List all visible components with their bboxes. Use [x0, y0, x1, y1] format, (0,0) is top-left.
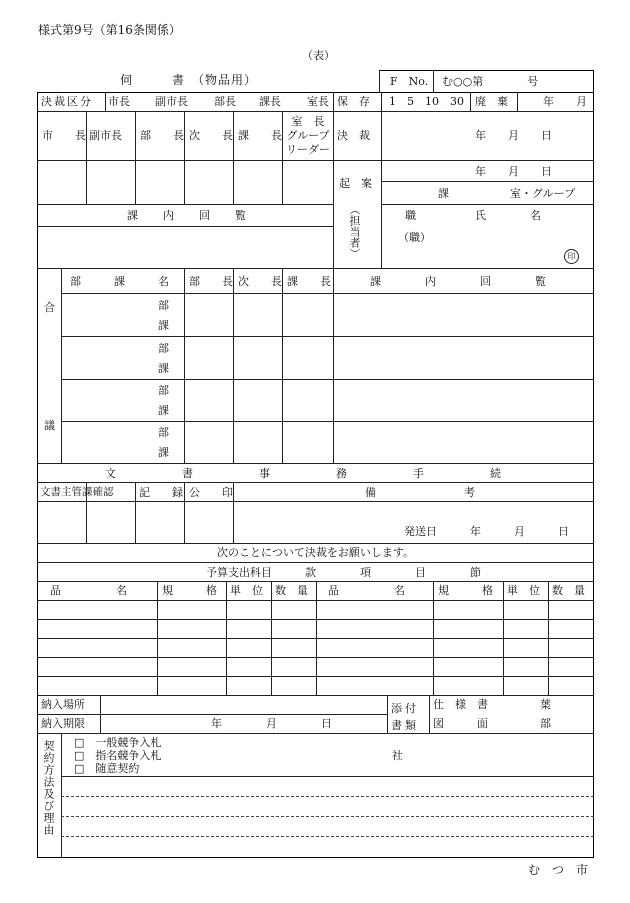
fno-label: F No.	[390, 75, 429, 88]
gougi-row3-ka: 課	[158, 404, 169, 417]
gougi-row2-ka: 課	[158, 362, 169, 375]
form-number: 様式第9号（第16条関係）	[38, 23, 181, 37]
tenpu-mai2: 部	[540, 717, 551, 730]
items-header-hinmei-right: 品 名	[328, 584, 405, 597]
bunsho-header-kakunin: 文書主管課確認	[40, 486, 114, 498]
hassou-date[interactable]: 発送日 年 月 日	[404, 525, 569, 538]
kanai-kairan-label: 課 内 回 覧	[127, 209, 247, 222]
items-header-tani-left: 単 位	[230, 584, 263, 597]
kessai-kubun-label: 決裁区分	[41, 95, 93, 108]
kian-group: 室・グループ	[510, 187, 576, 200]
gougi-row3-bu: 部	[158, 384, 169, 397]
contract-option-shimei[interactable]: □ 指名競争入札	[74, 749, 162, 762]
approver-shicho: 市 長	[42, 129, 86, 142]
gougi-row1-ka: 課	[158, 319, 169, 332]
kessai-date[interactable]: 年 月 日	[475, 129, 552, 142]
haiki-date[interactable]: 年 月	[543, 95, 587, 108]
kian-shoku-label: 職	[405, 209, 416, 222]
approver-group: グループ	[286, 129, 330, 142]
delivery-deadline-label: 納入期限	[41, 717, 85, 730]
approver-fukushicho: 副市長	[89, 129, 122, 142]
items-header-suryo-right: 数 量	[552, 584, 585, 597]
hozon-years[interactable]: 1 5 10 30	[389, 95, 464, 108]
footer-city: む つ 市	[528, 863, 589, 877]
gougi-side-bottom: 議	[44, 419, 55, 432]
kessai-label: 決 裁	[337, 129, 370, 142]
gougi-row1-bu: 部	[158, 299, 169, 312]
approver-jicho: 次 長	[189, 129, 233, 142]
gougi-header-bukamei: 部 課 名	[70, 275, 169, 288]
gougi-row4-bu: 部	[158, 426, 169, 439]
bunsho-header-kiroku: 記 録	[139, 486, 183, 499]
kian-date[interactable]: 年 月 日	[475, 165, 552, 178]
delivery-deadline-date[interactable]: 年 月 日	[211, 717, 332, 730]
fno-value[interactable]: む○○第 号	[442, 75, 539, 88]
kessai-level-fukushicho[interactable]: 副市長	[155, 95, 188, 108]
gougi-header-kairan: 課 内 回 覧	[370, 275, 546, 288]
tenpu-mai1: 葉	[540, 698, 551, 711]
items-header-suryo-left: 数 量	[275, 584, 308, 597]
delivery-place-label: 納入場所	[41, 698, 85, 711]
approver-shitsucho: 室 長	[291, 115, 325, 128]
gougi-row2-bu: 部	[158, 342, 169, 355]
contract-option-zuii[interactable]: □ 随意契約	[74, 762, 140, 775]
tenpu-shiyousho: 仕 様 書	[433, 698, 488, 711]
approver-bucho: 部 長	[140, 129, 184, 142]
haiki-label: 廃 棄	[475, 95, 508, 108]
approver-leader: リーダー	[286, 143, 330, 156]
budget-subject: 予算支出科目 款 項 目 節	[206, 566, 481, 579]
page-title: 伺 書 （物品用）	[120, 73, 258, 87]
kian-ka: 課	[438, 187, 449, 200]
kessai-level-bucho[interactable]: 部長	[214, 95, 236, 108]
kian-label: 起 案	[339, 177, 372, 190]
tenpu-zumen: 図 面	[433, 717, 488, 730]
gougi-row4-ka: 課	[158, 446, 169, 459]
gougi-header-kacho: 課 長	[287, 275, 331, 288]
items-header-hinmei-left: 品 名	[50, 584, 127, 597]
hozon-label: 保 存	[337, 95, 370, 108]
kian-tantosha: （担当者）	[348, 204, 361, 259]
contract-sha: 社	[392, 749, 403, 762]
approver-kacho: 課 長	[238, 129, 282, 142]
gougi-header-jicho: 次 長	[238, 275, 282, 288]
kian-shimei-label: 氏 名	[475, 209, 541, 222]
kessai-level-shicho[interactable]: 市長	[108, 95, 130, 108]
items-header-kikaku-left: 規 格	[162, 584, 217, 597]
bunsho-title: 文 書 事 務 手 続	[105, 467, 501, 480]
request-text: 次のことについて決裁をお願いします。	[217, 546, 414, 559]
seal-icon: 印	[564, 249, 579, 264]
side-label: （表）	[302, 49, 335, 62]
kessai-level-kacho[interactable]: 課長	[259, 95, 281, 108]
items-header-tani-right: 単 位	[507, 584, 540, 597]
bunsho-header-kouin: 公 印	[189, 486, 233, 499]
kessai-level-shitsucho[interactable]: 室長	[307, 95, 329, 108]
contract-side-label: 契約方法及び理由	[42, 740, 55, 836]
items-header-kikaku-right: 規 格	[438, 584, 493, 597]
gougi-header-bucho: 部 長	[189, 275, 233, 288]
tenpu-label: 添付書類	[391, 702, 419, 732]
bunsho-header-bikou: 備 考	[365, 486, 475, 499]
contract-option-ippan[interactable]: □ 一般競争入札	[74, 736, 162, 749]
gougi-side-top: 合	[44, 301, 55, 314]
kian-shoku-paren[interactable]: （職）	[398, 231, 431, 244]
